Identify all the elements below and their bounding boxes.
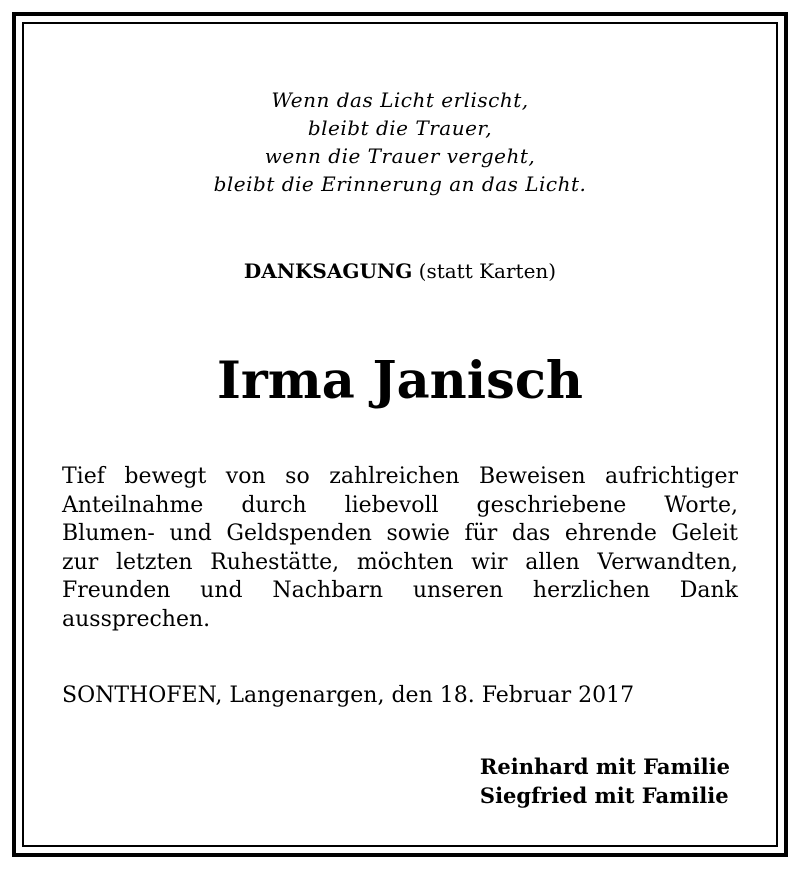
- memorial-poem: [24, 86, 776, 198]
- message-line: Freunden und Nachbarn unseren herzlichen Dank: [62, 578, 738, 604]
- poem-line: bleibt die Erinnerung an das Licht.: [213, 172, 587, 196]
- signatures: [480, 752, 730, 810]
- place-and-date: SONTHOFEN, Langenargen, den 18. Februar 2017: [62, 683, 635, 708]
- poem-line: bleibt die Trauer,: [307, 116, 493, 140]
- signature-line: Siegfried mit Familie: [479, 783, 729, 808]
- message-line: Anteilnahme durch liebevoll geschriebene Worte,: [62, 492, 738, 518]
- heading-subtitle: (statt Karten): [418, 259, 557, 283]
- message-line: zur letzten Ruhestätte, möchten wir allen Verwandten,: [62, 549, 738, 575]
- notice-heading: [24, 258, 776, 284]
- signature-line: Reinhard mit Familie: [479, 754, 730, 779]
- heading-title: DANKSAGUNG: [243, 259, 413, 283]
- notice-inner-frame: [22, 22, 778, 847]
- message-line: Tief bewegt von so zahlreichen Beweisen aufrichtiger: [62, 464, 738, 489]
- message-line: aussprechen.: [62, 606, 211, 632]
- message-line: Blumen- und Geldspenden sowie für das ehrende Geleit: [62, 521, 738, 547]
- notice-frame: [12, 12, 788, 857]
- poem-line: Wenn das Licht erlischt,: [271, 88, 529, 112]
- poem-line: wenn die Trauer vergeht,: [264, 144, 536, 168]
- deceased-name: Irma Janisch: [217, 351, 583, 411]
- thank-you-message: [62, 463, 738, 635]
